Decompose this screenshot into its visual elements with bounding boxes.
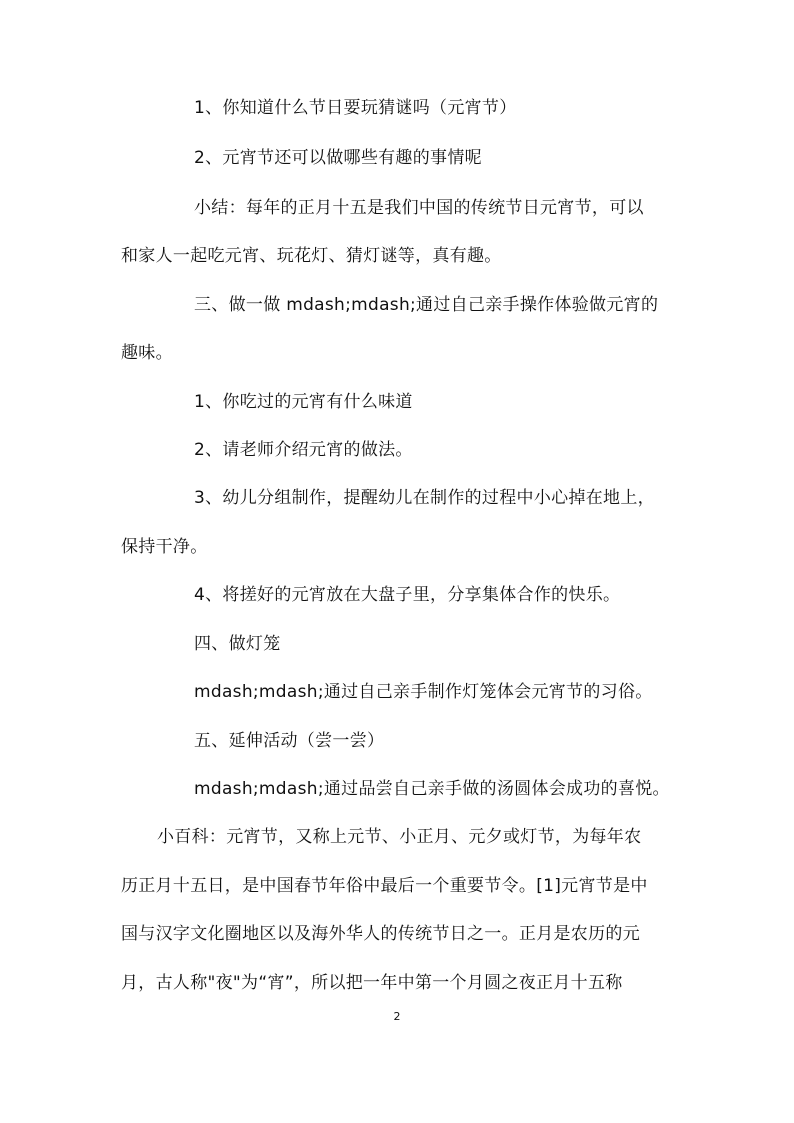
text-line-6: 趣味。 [121, 343, 173, 363]
text-line-12: 四、做灯笼 [194, 634, 281, 654]
text-line-11: 4、将搓好的元宵放在大盘子里，分享集体合作的快乐。 [194, 585, 621, 605]
text-line-19: 月，古人称"夜"为“宵”，所以把一年中第一个月圆之夜正月十五称 [121, 973, 623, 993]
text-line-13: mdash;mdash;通过自己亲手制作灯笼体会元宵节的习俗。 [194, 682, 653, 702]
text-line-1: 1、你知道什么节日要玩猜谜吗（元宵节） [194, 98, 517, 118]
text-line-10: 保持干净。 [121, 537, 208, 557]
text-line-2: 2、元宵节还可以做哪些有趣的事情呢 [194, 148, 482, 168]
text-line-3: 小结：每年的正月十五是我们中国的传统节日元宵节，可以 [194, 198, 644, 218]
page-number: 2 [393, 1010, 401, 1023]
text-line-17: 历正月十五日，是中国春节年俗中最后一个重要节令。[1]元宵节是中 [121, 876, 648, 896]
text-line-8: 2、请老师介绍元宵的做法。 [194, 440, 413, 460]
text-line-9: 3、幼儿分组制作，提醒幼儿在制作的过程中小心掉在地上， [194, 488, 655, 508]
text-line-4: 和家人一起吃元宵、玩花灯、猜灯谜等，真有趣。 [121, 246, 502, 266]
text-line-14: 五、延伸活动（尝一尝） [194, 731, 385, 751]
text-line-16: 小百科：元宵节，又称上元节、小正月、元夕或灯节，为每年农 [157, 827, 642, 847]
text-line-5: 三、做一做 mdash;mdash;通过自己亲手操作体验做元宵的 [194, 295, 659, 315]
text-line-15: mdash;mdash;通过品尝自己亲手做的汤圆体会成功的喜悦。 [194, 779, 670, 799]
text-line-7: 1、你吃过的元宵有什么味道 [194, 392, 413, 412]
text-line-18: 国与汉字文化圈地区以及海外华人的传统节日之一。正月是农历的元 [121, 924, 640, 944]
